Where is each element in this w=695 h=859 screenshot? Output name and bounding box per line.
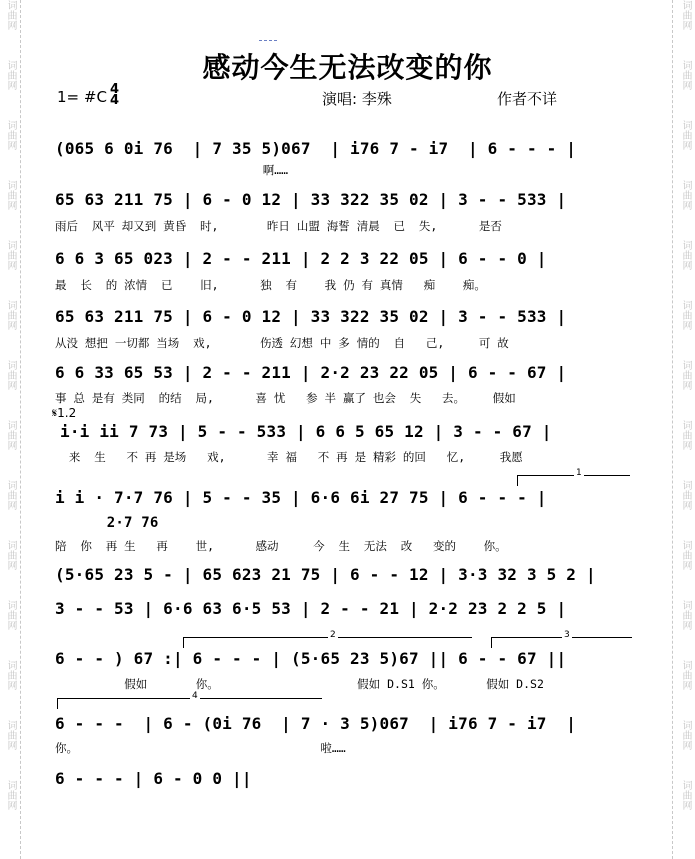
lyric-line-7: 陪 你 再 生 再 世, 感动 今 生 无法 改 变的 你。 (55, 539, 507, 553)
watermark-text: 词曲网 (680, 300, 691, 330)
lyric-line-1: 啊…… (55, 163, 289, 177)
notation-line-10: 6 - - ) 67 :| 6 - - - | (5·65 23 5)67 || 6 - - 67 || (55, 649, 567, 668)
ending-number: 1 (576, 468, 582, 478)
ending-number: 4 (192, 691, 198, 701)
watermark-left-column (2, 0, 16, 840)
watermark-text: 词曲网 (680, 660, 691, 690)
watermark-text: 词曲网 (680, 720, 691, 750)
title-decoration (259, 40, 277, 41)
watermark-text: 词曲网 (680, 420, 691, 450)
watermark-text: 词曲网 (5, 360, 16, 390)
song-title: 感动今生无法改变的你 (202, 51, 493, 84)
notation-line-7: i i · 7·7 76 | 5 - - 35 | 6·6 6i 27 75 | 6 - - - | (55, 488, 547, 507)
watermark-text: 词曲网 (5, 180, 16, 210)
watermark-text: 词曲网 (680, 780, 691, 810)
watermark-text: 词曲网 (680, 360, 691, 390)
lyric-line-3: 最 长 的 浓情 已 旧, 独 有 我 仍 有 真情 痴 痴。 (55, 278, 486, 292)
notation-line-7-alt: 2·7 76 (55, 515, 159, 531)
key-signature: 1= #C (57, 88, 107, 106)
notation-line-11: 6 - - - | 6 - (0i 76 | 7 · 3 5)067 | i76 7 - i7 | (55, 714, 577, 733)
notation-line-9: 3 - - 53 | 6·6 63 6·5 53 | 2 - - 21 | 2·2 23 2 2 5 | (55, 599, 567, 618)
lyric-line-10: 假如 你。 假如 D.S1 你。 假如 D.S2 (55, 677, 544, 691)
singer-credit: 演唱: 李殊 (322, 90, 392, 108)
watermark-text: 词曲网 (5, 720, 16, 750)
ending-number: 3 (564, 630, 570, 640)
watermark-text: 词曲网 (680, 240, 691, 270)
watermark-text: 词曲网 (680, 180, 691, 210)
watermark-text: 词曲网 (5, 600, 16, 630)
lyric-line-2: 雨后 风平 却又到 黄昏 时, 昨日 山盟 海誓 清晨 已 失, 是否 (55, 219, 502, 233)
watermark-text: 词曲网 (680, 600, 691, 630)
watermark-text: 词曲网 (5, 300, 16, 330)
ending-bracket-1 (517, 468, 630, 486)
lyric-line-4: 从没 想把 一切都 当场 戏, 伤透 幻想 中 多 情的 自 己, 可 故 (55, 336, 509, 350)
watermark-text: 词曲网 (680, 540, 691, 570)
watermark-right-column (677, 0, 691, 840)
left-border-line (20, 0, 21, 859)
watermark-text: 词曲网 (5, 120, 16, 150)
watermark-text: 词曲网 (680, 120, 691, 150)
right-border-line (672, 0, 673, 859)
lyric-line-6: 来 生 不 再 是场 戏, 幸 福 不 再 是 精彩 的回 忆, 我愿 (55, 450, 523, 464)
ending-number: 2 (330, 630, 336, 640)
notation-line-2: 65 63 211 75 | 6 - 0 12 | 33 322 35 02 | 3 - - 533 | (55, 190, 567, 209)
notation-line-12: 6 - - - | 6 - 0 0 || (55, 769, 252, 788)
ending-bracket-3 (491, 630, 632, 648)
notation-line-3: 6 6 3 65 023 | 2 - - 211 | 2 2 3 22 05 | 6 - - 0 | (55, 249, 547, 268)
watermark-text: 词曲网 (5, 60, 16, 90)
watermark-text: 词曲网 (5, 240, 16, 270)
watermark-text: 词曲网 (5, 420, 16, 450)
notation-line-8: (5·65 23 5 - | 65 623 21 75 | 6 - - 12 | 3·3 32 3 5 2 | (55, 565, 596, 584)
ending-bracket-4 (57, 691, 322, 709)
watermark-text: 词曲网 (5, 0, 16, 30)
watermark-text: 词曲网 (5, 540, 16, 570)
watermark-text: 词曲网 (680, 0, 691, 30)
notation-line-5: 6 6 33 65 53 | 2 - - 211 | 2·2 23 22 05 | 6 - - 67 | (55, 363, 567, 382)
lyric-line-11: 你。 啦…… (55, 741, 346, 755)
ending-bracket-2 (183, 630, 472, 648)
watermark-text: 词曲网 (5, 780, 16, 810)
lyric-line-5: 事 总 是有 类同 的结 局, 喜 忧 参 半 赢了 也会 失 去。 假如 (55, 391, 516, 405)
notation-line-1: (065 6 0i 76 | 7 35 5)067 | i76 7 - i7 | 6 - - - | (55, 139, 577, 158)
watermark-text: 词曲网 (5, 660, 16, 690)
watermark-text: 词曲网 (680, 60, 691, 90)
notation-line-6: i·i ii 7 73 | 5 - - 533 | 6 6 5 65 12 | 3 - - 67 | (60, 422, 552, 441)
time-signature-bottom: 4 (110, 93, 120, 108)
author-credit: 作者不详 (497, 90, 558, 108)
time-signature-top: 4 (110, 82, 120, 97)
watermark-text: 词曲网 (680, 480, 691, 510)
watermark-text: 词曲网 (5, 480, 16, 510)
time-signature (110, 84, 119, 106)
segno-mark: 𝄋1.2 (52, 406, 77, 420)
notation-line-4: 65 63 211 75 | 6 - 0 12 | 33 322 35 02 | 3 - - 533 | (55, 307, 567, 326)
